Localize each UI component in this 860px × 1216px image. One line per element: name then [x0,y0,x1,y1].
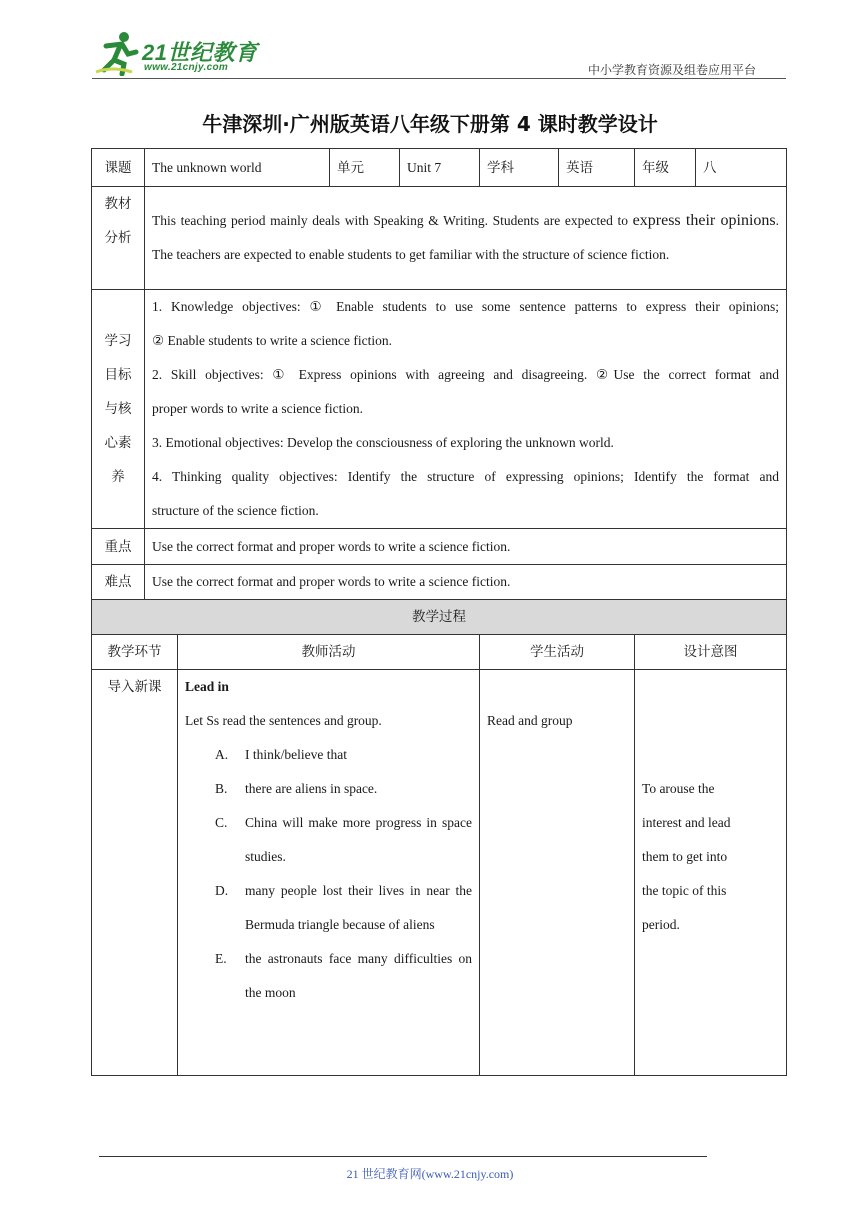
analysis-row [92,187,787,290]
key-point-text: Use the correct format and proper words to write a science fiction. [145,529,787,565]
key-point-row [92,529,787,565]
teacher-intro: Let Ss read the sentences and group. [185,713,382,728]
key-point-label: 重点 [92,529,145,565]
grade-value: 八 [696,149,787,187]
header-design-intent: 设计意图 [635,635,787,670]
list-item: C. China will make more progress in space studies. [215,815,473,864]
footer-divider [99,1156,707,1157]
header-teacher-activity: 教师活动 [178,635,480,670]
analysis-label: 教材 分析 [92,187,145,290]
student-activity-cell: Read and group [480,670,635,1076]
header-stage: 教学环节 [92,635,178,670]
objective-line: 1. Knowledge objectives: ① Enable students to use some sentence patterns to express their opinions; [152,299,780,314]
objectives-label: 学习 目标 与核 心素 养 [92,290,145,529]
process-title: 教学过程 [92,600,787,635]
document-title: 牛津深圳·广州版英语八年级下册第 4 课时教学设计 [202,112,658,136]
lesson-plan-table [91,148,787,1076]
analysis-text: This teaching period mainly deals with Speaking & Writing. Students are expected to express their opinions. The teachers are expected to enable students to get familiar with the structure of science fiction. [145,187,787,290]
design-intent-cell: To arouse the interest and lead them to get into the topic of this period. [635,670,787,1076]
process-title-row [92,600,787,635]
logo-text: 21世纪教育 [142,40,258,65]
runner-logo-icon [92,30,140,76]
objective-line: structure of the science fiction. [152,503,319,518]
list-item: A. I think/believe that [215,747,347,762]
objective-line: 2. Skill objectives: ① Express opinions with agreeing and disagreeing. ②Use the correct format and [152,367,780,382]
topic-value: The unknown world [145,149,330,187]
page-header [92,30,786,78]
subject-label: 学科 [480,149,559,187]
stage-cell: 导入新课 [92,670,178,1076]
subject-value: 英语 [559,149,635,187]
objective-line: ② Enable students to write a science fiction. [152,333,393,348]
list-item: B. there are aliens in space. [215,781,378,796]
difficult-point-text: Use the correct format and proper words to write a science fiction. [145,565,787,600]
process-header-row [92,635,787,670]
difficult-point-row [92,565,787,600]
objectives-text [145,290,787,529]
lead-in-heading: Lead in [185,679,229,694]
footer-link[interactable]: 21 世纪教育网(www.21cnjy.com) [346,1167,514,1181]
objective-line: 4. Thinking quality objectives: Identify the structure of expressing opinions; Identify the format and [152,469,780,484]
info-row [92,149,787,187]
process-row-lead-in [92,670,787,1076]
header-platform-text: 中小学教育资源及组卷应用平台 [587,63,756,77]
grade-label: 年级 [635,149,696,187]
objective-line: 3. Emotional objectives: Develop the consciousness of exploring the unknown world. [152,435,614,450]
unit-value: Unit 7 [400,149,480,187]
list-item: D. many people lost their lives in near the Bermuda triangle because of aliens [215,883,473,932]
objectives-row [92,290,787,529]
logo-subtext: www.21cnjy.com [144,62,229,73]
topic-label: 课题 [92,149,145,187]
objective-line: proper words to write a science fiction. [152,401,364,416]
header-divider [92,78,786,79]
teacher-activity-cell [178,670,480,1076]
site-logo [92,30,292,76]
difficult-point-label: 难点 [92,565,145,600]
header-student-activity: 学生活动 [480,635,635,670]
list-item: E. the astronauts face many difficulties on the moon [215,951,473,1000]
unit-label: 单元 [330,149,400,187]
